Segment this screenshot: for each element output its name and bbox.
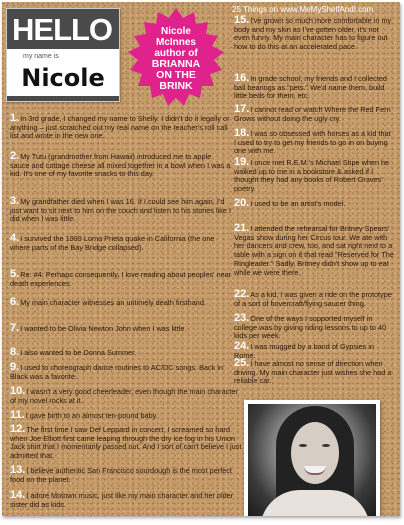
burst-line-6: BRINK [159, 80, 193, 92]
photo-eye-right [322, 444, 330, 447]
list-item: 19.I once met R.E.M.'s Michael Stipe when he walked up to me in a bookstore & asked if I thought they had any books of Robert Graves' poetry. [234, 156, 390, 194]
burst-line-4: BRIANNA [151, 58, 201, 70]
list-item: 16.In grade school, my friends and I collected ball bearings as "pets." We'd name them, build little beds for them, etc. [234, 72, 387, 101]
hello-word: HELLO [12, 12, 113, 47]
list-item: 22.As a kid, I was given a ride on the prototype of a sort of hovercraft/flying saucer thing. [234, 288, 392, 308]
author-photo-image [248, 404, 376, 516]
list-item: 12.The first time I saw Def Leppard in concert, I screamed so hard when Joe Elliott first came leaping through the dry ice fog in his Union Jack shirt that I momentarily passed out. And I sort of can't believe I just admitted that. [10, 423, 242, 461]
list-item: 25.I have almost no sense of direction when driving. My main character just wishes she had a reliable car. [234, 357, 392, 386]
burst-line-2: McInnes [155, 37, 196, 48]
list-item: 20.I used to be an artist's model. [234, 197, 346, 209]
starburst-text [136, 26, 216, 92]
list-item: 5.Re: #4: Perhaps consequently, I love reading about peoples' near death experiences. [10, 268, 232, 288]
burst-line-3: author of [154, 48, 198, 59]
photo-eye-left [299, 444, 307, 447]
list-item: 4.I survived the 1989 Loma Prieta quake in California (the one where parts of the Bay Bridge collapsed). [10, 232, 215, 252]
list-item: 14.I adore Motown music, just like my main character and her older sister did as kids. [10, 489, 234, 509]
hello-name: Nicole [21, 64, 105, 92]
page [2, 2, 400, 516]
burst-line-1: Nicole [160, 26, 191, 37]
list-item: 7.I wanted to be Olivia Newton John when I was little. [10, 322, 187, 334]
author-photo [244, 400, 380, 516]
hello-bottom-band [7, 96, 119, 101]
list-item: 2.My Tutu (grandmother from Hawaii) introduced me to apple sauce and cottage cheese all mixed together in a bowl when I was a kid. It's one of my favorite snacks to this day. [10, 150, 231, 179]
hello-name-tag [6, 8, 120, 102]
hello-subtitle: my name is [23, 53, 59, 60]
list-item: 23.One of the ways I supported myself in college was by giving riding lessons to up to 40 kids per week. [234, 312, 387, 341]
pink-starburst [122, 8, 230, 108]
list-item: 13.I believe authentic San Francisco sourdough is the most perfect food on the planet. [10, 464, 232, 484]
list-item: 11.I gave birth to an almost ten-pound baby. [10, 409, 158, 421]
list-item: 15.I've grown so much more comfortable in my body and my skin as I've gotten older, it's not even funny. My main character has to figure out how to do this at an accelerated pace. [234, 14, 392, 52]
list-item: 1.In 3rd grade, I changed my name to Shelly. I didn't do it legally or anything – just scratched out my real name on the teacher's roll call list and wrote in the new one. [10, 112, 230, 141]
list-item: 3.My grandfather died when I was 16. If I could see him again, I'd just want to sit next to him on the couch and listen to his stories like I did when I was little. [10, 195, 232, 224]
list-item: 6.My main character witnesses an untimely death firsthand. [10, 296, 206, 308]
list-item: 17.I cannot read or watch Where the Red Fern Grows without doing the ugly cry. [234, 103, 391, 123]
list-item: 9.I used to choreograph dance routines to AC/DC songs. Back in Black was a favorite. [10, 361, 223, 381]
list-item: 18.I was so obsessed with horses as a kid that I used to try to get my friends to go in on buying one with me. [234, 127, 391, 156]
site-credit: 25 Things on www.MeMyShelfAndI.com [232, 5, 374, 14]
list-item: 8.I also wanted to be Donna Summer. [10, 346, 137, 358]
list-item: 10.I wasn't a very good cheerleader, even though the main character of my novel rocks at it. [10, 385, 238, 405]
list-item: 24.I was mugged by a band of Gypsies in Rome. [234, 340, 375, 360]
list-item: 21.I attended the rehearsal for Britney Spears' Vegas show during her Circus tour. We ate with her dancers and crew, too, and sat right next to a table with a sign on it that read "Reserved for The Ringleader." Sadly, Britney didn't show up to eat while we were there. [234, 222, 394, 277]
burst-line-5: ON THE [156, 69, 196, 81]
